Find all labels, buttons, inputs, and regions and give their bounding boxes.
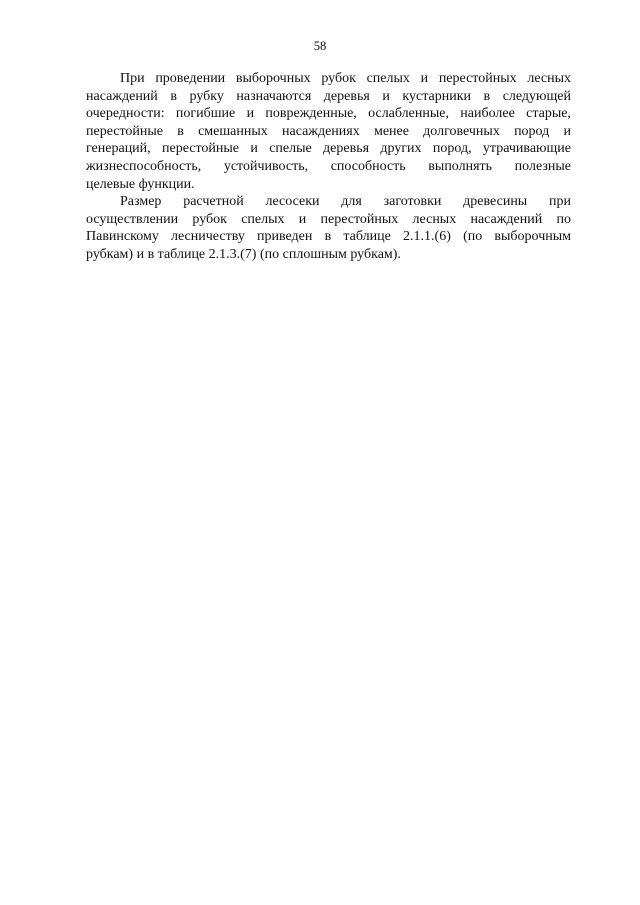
text-line: насаждений в рубку назначаются деревья и кустарники в следующей	[86, 88, 571, 104]
text-line: целевые функции.	[86, 176, 195, 192]
text-line: очередности: погибшие и поврежденные, ослабленные, наиболее старые,	[86, 106, 571, 122]
text-line: перестойные в смешанных насаждениях менее долговечных пород и	[86, 123, 571, 139]
text-line: осуществлении рубок спелых и перестойных лесных насаждений по	[86, 211, 571, 227]
paragraph-felling-order	[86, 70, 571, 193]
page-number: 58	[313, 39, 327, 53]
paragraph-cutting-area-size	[86, 193, 571, 263]
text-line: генераций, перестойные и спелые деревья других пород, утрачивающие	[86, 141, 571, 157]
text-line: рубкам) и в таблице 2.1.3.(7) (по сплошным рубкам).	[86, 246, 401, 262]
text-line: При проведении выборочных рубок спелых и перестойных лесных	[120, 71, 571, 86]
text-line: Размер расчетной лесосеки для заготовки древесины при	[120, 194, 571, 210]
document-body	[86, 70, 571, 264]
text-line: Павинскому лесничеству приведен в таблице 2.1.1.(6) (по выборочным	[86, 229, 571, 245]
text-line: жизнеспособность, устойчивость, способность выполнять полезные	[86, 158, 571, 174]
